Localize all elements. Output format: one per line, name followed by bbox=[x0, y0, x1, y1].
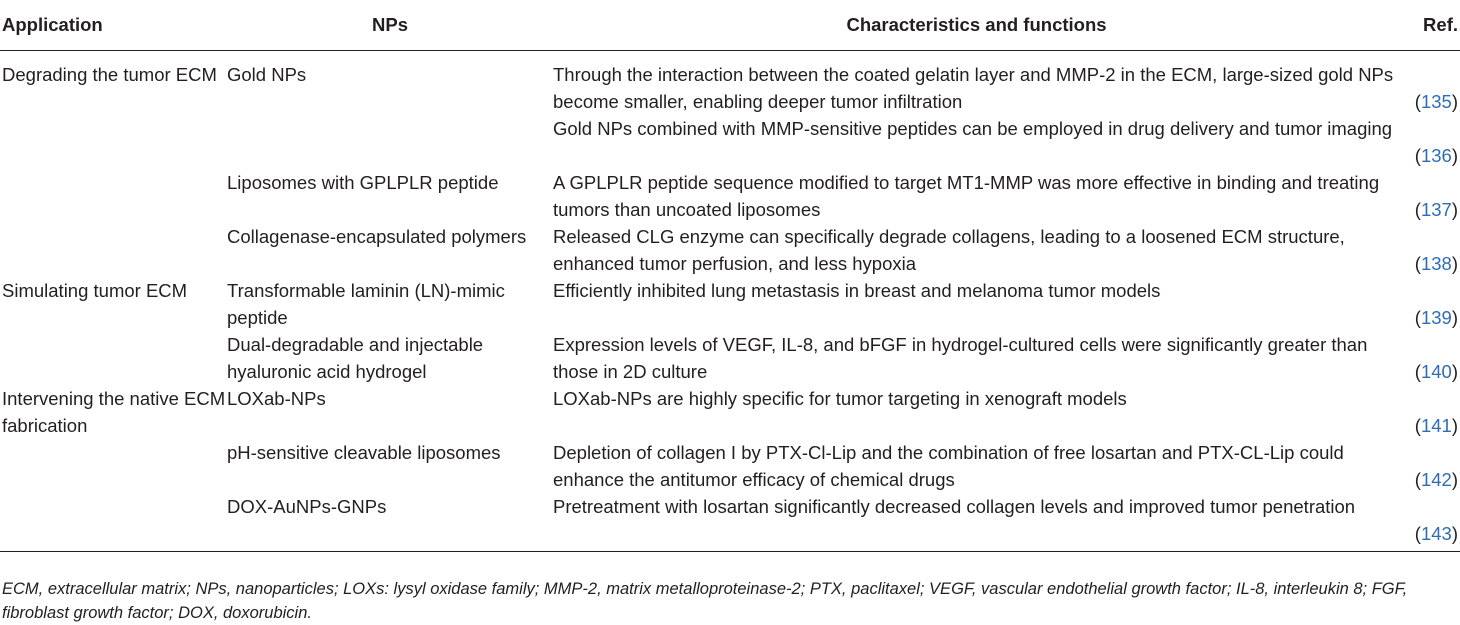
cell-ref: (136) bbox=[1414, 145, 1458, 166]
cell-characteristics: A GPLPLR peptide sequence modified to target MT1-MMP was more effective in binding and treating tumors than uncoated liposomes bbox=[553, 172, 1380, 220]
header-nps: NPs bbox=[227, 4, 553, 51]
nanoparticle-ecm-table bbox=[0, 4, 1460, 552]
cell-characteristics: Pretreatment with losartan significantly decreased collagen levels and improved tumor penetration bbox=[553, 493, 1400, 552]
ref-link[interactable]: 142 bbox=[1420, 469, 1452, 490]
cell-characteristics: Released CLG enzyme can specifically degrade collagens, leading to a loosened ECM structure, enhanced tumor perfusion, and less hypoxia bbox=[553, 226, 1345, 274]
cell-nps: Liposomes with GPLPLR peptide bbox=[227, 172, 499, 193]
cell-characteristics: Gold NPs combined with MMP-sensitive peptides can be employed in drug delivery and tumor imaging bbox=[553, 118, 1393, 139]
cell-nps: Gold NPs bbox=[227, 64, 307, 85]
cell-application bbox=[0, 493, 227, 552]
cell-application: Intervening the native ECM fabrication bbox=[2, 388, 226, 436]
table-row bbox=[0, 331, 1460, 385]
cell-ref: (142) bbox=[1414, 469, 1458, 490]
cell-ref: (135) bbox=[1414, 91, 1458, 112]
cell-characteristics: Expression levels of VEGF, IL-8, and bFGF in hydrogel-cultured cells were significantly greater than those in 2D culture bbox=[553, 334, 1368, 382]
cell-ref: (143) bbox=[1400, 493, 1460, 552]
ref-link[interactable]: 140 bbox=[1420, 361, 1452, 382]
cell-characteristics: Efficiently inhibited lung metastasis in breast and melanoma tumor models bbox=[553, 280, 1161, 301]
cell-characteristics: Depletion of collagen I by PTX-Cl-Lip and the combination of free losartan and PTX-CL-Lip could enhance the antitumor efficacy of chemical drugs bbox=[553, 442, 1344, 490]
cell-application bbox=[0, 115, 227, 169]
ref-link[interactable]: 135 bbox=[1420, 91, 1452, 112]
ref-link[interactable]: 139 bbox=[1420, 307, 1452, 328]
cell-application bbox=[0, 223, 227, 277]
cell-ref: (140) bbox=[1414, 361, 1458, 382]
table-footnote: ECM, extracellular matrix; NPs, nanoparticles; LOXs: lysyl oxidase family; MMP-2, matrix metalloproteinase-2; PTX, paclitaxel; VEGF, vascular endothelial growth factor; IL-8, interleukin 8; FGF, fibroblast growth factor; DOX, doxorubicin. bbox=[2, 580, 1408, 622]
cell-nps: DOX-AuNPs-GNPs bbox=[227, 493, 553, 552]
cell-application bbox=[0, 439, 227, 493]
table-row bbox=[0, 169, 1460, 223]
cell-nps: pH-sensitive cleavable liposomes bbox=[227, 442, 501, 463]
cell-nps: Collagenase-encapsulated polymers bbox=[227, 226, 527, 247]
table-row bbox=[0, 277, 1460, 331]
ref-link[interactable]: 143 bbox=[1420, 523, 1452, 544]
cell-nps: Transformable laminin (LN)-mimic peptide bbox=[227, 280, 505, 328]
header-characteristics: Characteristics and functions bbox=[553, 4, 1400, 51]
ref-link[interactable]: 138 bbox=[1420, 253, 1452, 274]
cell-characteristics: LOXab-NPs are highly specific for tumor targeting in xenograft models bbox=[553, 388, 1127, 409]
cell-ref: (138) bbox=[1414, 253, 1458, 274]
cell-ref: (137) bbox=[1414, 199, 1458, 220]
table-row bbox=[0, 439, 1460, 493]
header-application: Application bbox=[0, 4, 227, 51]
table-row bbox=[0, 385, 1460, 439]
cell-application bbox=[0, 169, 227, 223]
cell-nps bbox=[227, 115, 553, 169]
cell-application: Degrading the tumor ECM bbox=[2, 64, 217, 85]
table-row bbox=[0, 51, 1460, 116]
header-ref: Ref. bbox=[1400, 4, 1460, 51]
header-row bbox=[0, 4, 1460, 51]
table-row bbox=[0, 115, 1460, 169]
cell-ref: (141) bbox=[1414, 415, 1458, 436]
table-row bbox=[0, 223, 1460, 277]
ref-link[interactable]: 137 bbox=[1420, 199, 1452, 220]
cell-characteristics: Through the interaction between the coated gelatin layer and MMP-2 in the ECM, large-sized gold NPs become smaller, enabling deeper tumor infiltration bbox=[553, 64, 1394, 112]
cell-application bbox=[0, 331, 227, 385]
ref-link[interactable]: 136 bbox=[1420, 145, 1452, 166]
cell-application: Simulating tumor ECM bbox=[2, 280, 188, 301]
cell-nps: LOXab-NPs bbox=[227, 388, 326, 409]
cell-nps: Dual-degradable and injectable hyaluronic acid hydrogel bbox=[227, 334, 484, 382]
table-row bbox=[0, 493, 1460, 552]
ref-link[interactable]: 141 bbox=[1420, 415, 1452, 436]
cell-ref: (139) bbox=[1414, 307, 1458, 328]
